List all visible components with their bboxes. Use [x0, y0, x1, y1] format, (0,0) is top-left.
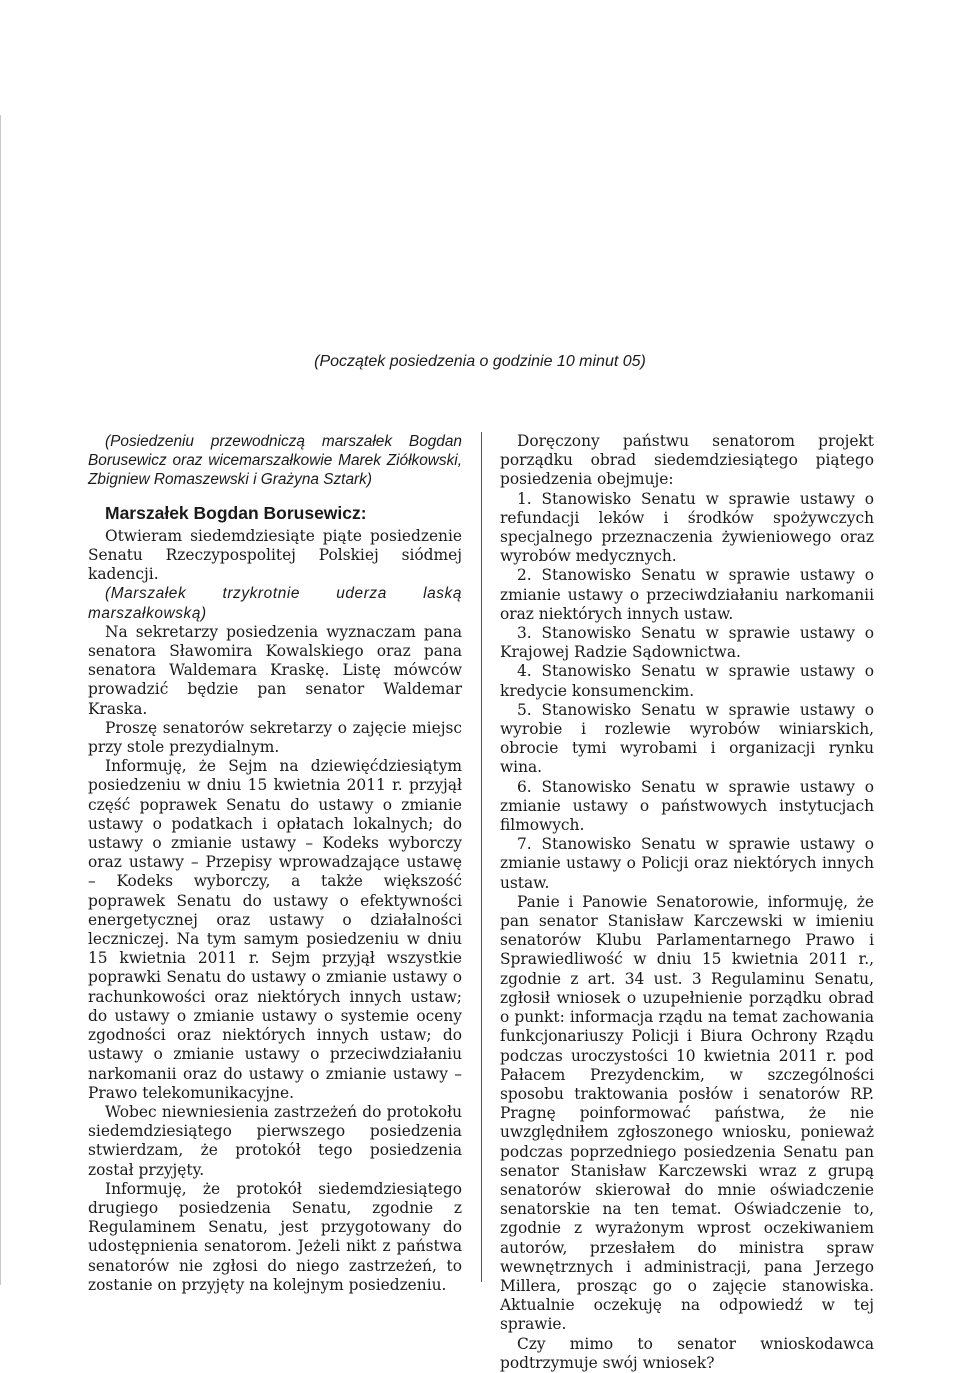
agenda-item: 5. Stanowisko Senatu w sprawie ustawy o wyrobie i rozlewie wyrobów winiarskich, obrocie tymi wyrobami i organizacji rynku wina. [500, 700, 874, 777]
agenda-item: 4. Stanowisko Senatu w sprawie ustawy o kredycie konsumenckim. [500, 662, 874, 700]
agenda-item: 7. Stanowisko Senatu w sprawie ustawy o zmianie ustawy o Policji oraz niektórych innych ustaw. [500, 835, 874, 892]
speaker-name: Marszałek Bogdan Borusewicz: [105, 502, 367, 523]
paragraph: Panie i Panowie Senatorowie, informuję, że pan senator Stanisław Karczewski w imieniu senatorów Klubu Parlamentarnego Prawo i Sprawiedliwość w dniu 15 kwietnia 2011 r., zgodnie z art. 34 ust. 3 Regulaminu Senatu, zgłosił wniosek o uzupełnienie porządku obrad o punkt: informacja rządu na temat zachowania funkcjonariuszy Policji i Biura Ochrony Rządu podczas uroczystości 10 kwietnia 2011 r. pod Pałacem Prezydenckim, w szczególności sposobu traktowania posłów i senatorów RP. Pragnę poinformować państwa, że nie uwzględniłem zgłoszonego wniosku, ponieważ podczas poprzedniego posiedzenia Senatu pan senator Stanisław Karczewski wraz z grupą senatorów skierował do mnie oświadczenie senatorskie na ten temat. Oświadczenie to, zgodnie z wyrażonym wprost oczekiwaniem autorów, przesłałem do ministra spraw wewnętrznych i administracji, pana Jerzego Millera, prosząc go o zajęcie stanowiska. Aktualnie oczekuję na odpowiedź w tej sprawie. [500, 892, 874, 1334]
column-divider [481, 432, 482, 1282]
agenda-item: 2. Stanowisko Senatu w sprawie ustawy o zmianie ustawy o przeciwdziałaniu narkomanii oraz niektórych innych ustaw. [500, 566, 874, 623]
presiding-note: (Posiedzeniu przewodniczą marszałek Bogdan Borusewicz oraz wicemarszałkowie Marek Ziółkowski, Zbigniew Romaszewski i Grażyna Sztark) [88, 433, 462, 489]
paragraph: Na sekretarzy posiedzenia wyznaczam pana senatora Sławomira Kowalskiego oraz pana senatora Waldemara Kraskę. Listę mówców prowadzić będzie pan senator Waldemar Kraska. [88, 622, 462, 718]
agenda-item: 6. Stanowisko Senatu w sprawie ustawy o zmianie ustawy o państwowych instytucjach filmowych. [500, 777, 874, 835]
paragraph: Otwieram siedemdziesiąte piąte posiedzenie Senatu Rzeczypospolitej Polskiej siódmej kadencji. [88, 526, 462, 584]
paragraph: Wobec niewniesienia zastrzeżeń do protokołu siedemdziesiątego pierwszego posiedzenia stwierdzam, że protokół tego posiedzenia został przyjęty. [88, 1102, 462, 1179]
paragraph: Proszę senatorów sekretarzy o zajęcie miejsc przy stole prezydialnym. [88, 718, 462, 757]
left-column [88, 432, 462, 1295]
right-column [500, 432, 874, 1373]
session-start-note: (Początek posiedzenia o godzinie 10 minut 05) [314, 353, 646, 370]
paragraph: Informuję, że Sejm na dziewięćdziesiątym posiedzeniu w dniu 15 kwietnia 2011 r. przyjął część poprawek Senatu do ustawy o zmianie ustawy o podatkach i opłatach lokalnych; do ustawy o zmianie ustawy – Kodeks wyborczy oraz ustawy – Przepisy wprowadzające ustawę – Kodeks wyborczy, a także większość poprawek Senatu do ustawy o efektywności energetycznej oraz ustawy o działalności leczniczej. Na tym samym posiedzeniu w dniu 15 kwietnia 2011 r. Sejm przyjął wszystkie poprawki Senatu do ustawy o zmianie ustawy o rachunkowości oraz niektórych innych ustaw; do ustawy o zmianie ustawy o systemie oceny zgodności oraz niektórych innych ustaw; do ustawy o zmianie ustawy o przeciwdziałaniu narkomanii oraz do ustawy o zmianie ustawy – Prawo telekomunikacyjne. [88, 757, 462, 1102]
stage-direction: (Marszałek trzykrotnie uderza laską marszałkowską) [88, 585, 462, 622]
agenda-item: 1. Stanowisko Senatu w sprawie ustawy o refundacji leków i środków spożywczych specjalnego przeznaczenia żywieniowego oraz wyrobów medycznych. [500, 489, 874, 566]
agenda-item: 3. Stanowisko Senatu w sprawie ustawy o Krajowej Radzie Sądownictwa. [500, 624, 874, 662]
paragraph: Informuję, że protokół siedemdziesiątego drugiego posiedzenia Senatu, zgodnie z Regulaminem Senatu, jest przygotowany do udostępnienia senatorom. Jeżeli nikt z państwa senatorów nie zgłosi do niego zastrzeżeń, to zostanie on przyjęty na kolejnym posiedzeniu. [88, 1179, 462, 1294]
page-margin-line [0, 115, 1, 1285]
paragraph: Doręczony państwu senatorom projekt porządku obrad siedemdziesiątego piątego posiedzenia obejmuje: [500, 432, 874, 489]
paragraph: Czy mimo to senator wnioskodawca podtrzymuje swój wniosek? [500, 1334, 874, 1372]
